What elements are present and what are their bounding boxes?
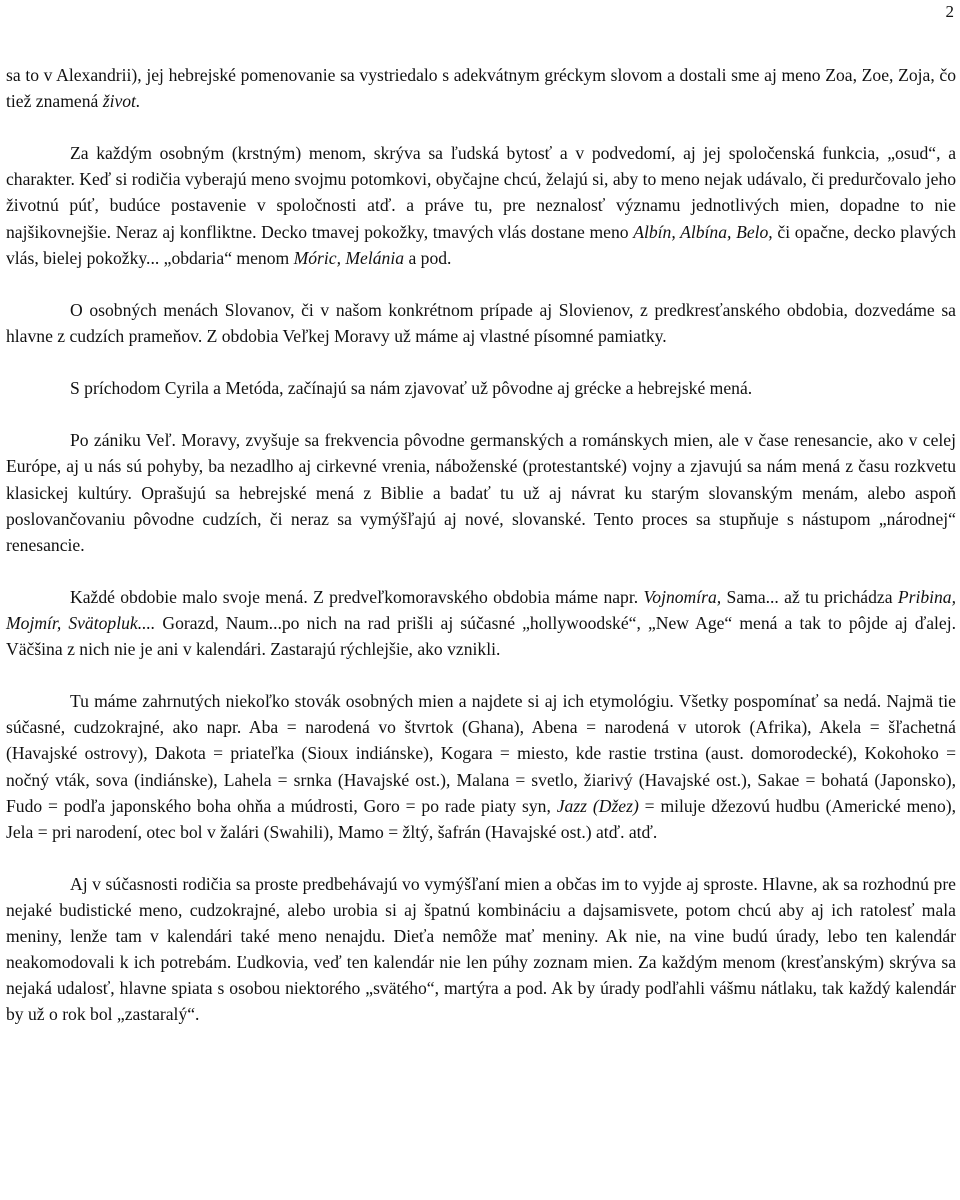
document-body	[6, 62, 956, 1027]
paragraph-6: Každé obdobie malo svoje mená. Z predveľkomoravského obdobia máme napr. Vojnomíra, Sama... až tu prichádza Pribina, Mojmír, Svätopluk.... Gorazd, Naum...po nich na rad prišli aj súčasné „hollywoodské“, „New Age“ mená a tak to pôjde aj ďalej. Väčšina z nich nie je ani v kalendári. Zastarajú rýchlejšie, ako vznikli.	[6, 586, 957, 660]
paragraph-5: Po zániku Veľ. Moravy, zvyšuje sa frekvencia pôvodne germanských a románskych mien, ale v čase renesancie, ako v celej Európe, aj u nás sú pohyby, ba nezadlho aj cirkevné vrenia, náboženské (protestantské) vojny a zjavujú sa nám mená z času rozkvetu klasickej kultúry. Oprašujú sa hebrejské mená z Biblie a badať tu už aj návrat ku starým slovanským menám, alebo aspoň poslovančovaniu pôvodne cudzích, či neraz sa vymýšľajú aj nové, slovanské. Tento proces sa stupňuje s nástupom „národnej“ renesancie.	[6, 430, 956, 555]
paragraph-1: sa to v Alexandrii), jej hebrejské pomenovanie sa vystriedalo s adekvátnym gréckym slovom a dostali sme aj meno Zoa, Zoe, Zoja, čo tiež znamená život.	[6, 65, 956, 112]
page-number: 2	[945, 2, 954, 21]
paragraph-2: Za každým osobným (krstným) menom, skrýva sa ľudská bytosť a v podvedomí, aj jej spoločenská funkcia, „osud“, a charakter. Keď si rodičia vyberajú meno svojmu potomkovi, obyčajne chcú, želajú si, aby to meno nejak udávalo, či predurčovalo jeho životnú púť, budúce postavenie v spoločnosti atď. a práve tu, pre neznalosť významu jednotlivých mien, dopadne to nie najšikovnejšie. Neraz aj konfliktne. Decko tmavej pokožky, tmavých vlás dostane meno Albín, Albína, Belo, či opačne, decko plavých vlás, bielej pokožky... „obdaria“ menom Móric, Melánia a pod.	[6, 143, 957, 268]
paragraph-7: Tu máme zahrnutých niekoľko stovák osobných mien a najdete si aj ich etymológiu. Všetky pospomínať sa nedá. Najmä tie súčasné, cudzokrajné, ako napr. Aba = narodená vo štvrtok (Ghana), Abena = narodená v utorok (Afrika), Akela = šľachetná (Havajské ostrovy), Dakota = priateľka (Sioux indiánske), Kogara = miesto, kde rastie trstina (aust. domorodecké), Kokohoko = nočný vták, sova (indiánske), Lahela = srnka (Havajské ost.), Malana = svetlo, žiarivý (Havajské ost.), Sakae = bohatá (Japonsko), Fudo = podľa japonského boha ohňa a múdrosti, Goro = po rade piaty syn, Jazz (Džez) = miluje džezovú hudbu (Americké meno), Jela = pri narodení, otec bol v žalári (Swahili), Mamo = žltý, šafrán (Havajské ost.) atď. atď.	[6, 691, 956, 842]
paragraph-8: Aj v súčasnosti rodičia sa proste predbehávajú vo vymýšľaní mien a občas im to vyjde aj sproste. Hlavne, ak sa rozhodnú pre nejaké budistické meno, cudzokrajné, alebo urobia si aj špatnú kombináciu a dajsamisvete, potom chcú aby aj ich ratolesť mala meniny, lenže tam v kalendári také meno nenajdu. Dieťa nemôže mať meniny. Ak nie, na vine budú úrady, lebo ten kalendár neakomodovali k ich potrebám. Ľudkovia, veď ten kalendár nie len púhy zoznam mien. Za každým menom (kresťanským) skrýva sa nejaká udalosť, hlavne spiata s osobou niektorého „svätého“, martýra a pod. Ak by úrady podľahli vášmu nátlaku, tak každý kalendár by už o rok bol „zastaralý“.	[6, 873, 956, 1025]
paragraph-3: O osobných menách Slovanov, či v našom konkrétnom prípade aj Slovienov, z predkresťanského obdobia, dozvedáme sa hlavne z cudzích prameňov. Z obdobia Veľkej Moravy už máme aj vlastné písomné pamiatky.	[6, 299, 956, 346]
paragraph-4: S príchodom Cyrila a Metóda, začínajú sa nám zjavovať už pôvodne aj grécke a hebrejské mená.	[70, 378, 753, 399]
